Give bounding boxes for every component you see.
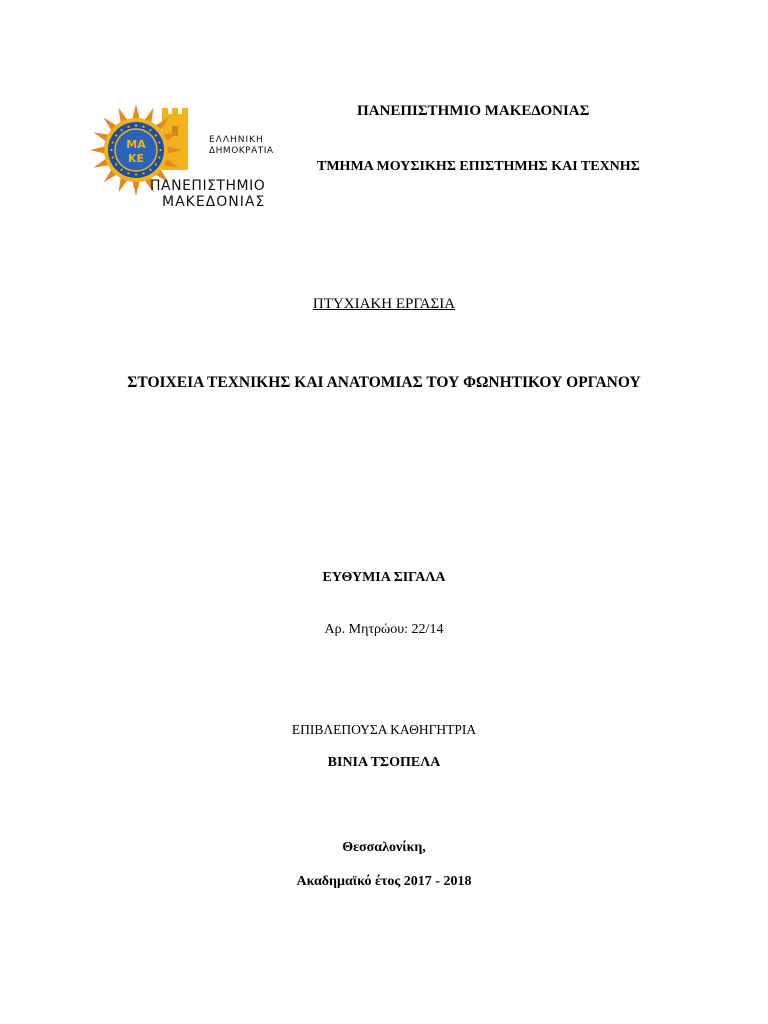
supervisor-label: ΕΠΙΒΛΕΠΟΥΣΑ ΚΑΘΗΓΗΤΡΙΑ [291,722,477,737]
thesis-title: ΣΤΟΙΧΕΙΑ ΤΕΧΝΙΚΗΣ ΚΑΙ ΑΝΑΤΟΜΙΑΣ ΤΟΥ ΦΩΝΗΤΙΚΟΥ ΟΡΓΑΝΟΥ [127,374,641,391]
header-university: ΠΑΝΕΠΙΣΤΗΜΙΟ ΜΑΚΕΔΟΝΙΑΣ [357,103,590,119]
seal-dot [155,163,157,165]
seal-dot [115,163,117,165]
seal-dot [115,134,117,136]
logo-university-name-line2: ΜΑΚΕΔΟΝΙΑΣ [162,194,266,210]
seal-dot [112,141,114,143]
academic-year: Ακαδημαϊκό έτος 2017 - 2018 [296,874,472,889]
seal-dot [142,172,144,174]
seal-dot [120,169,122,171]
logo-hellenic-republic-line2: ΔΗΜΟΚΡΑΤΙΑ [209,146,274,156]
university-logo [88,92,288,216]
header-department: ΤΜΗΜΑ ΜΟΥΣΙΚΗΣ ΕΠΙΣΤΗΜΗΣ ΚΑΙ ΤΕΧΝΗΣ [317,159,640,174]
registration-number: Αρ. Μητρώου: 22/14 [324,622,444,637]
seal-dot [135,124,137,126]
thesis-type: ΠΤΥΧΙΑΚΗ ΕΡΓΑΣΙΑ [312,296,456,312]
seal-dot [155,134,157,136]
seal-text-top: ΜΑ [126,138,146,151]
seal-dot [158,156,160,158]
seal-text-bottom: ΚΕ [127,152,145,165]
seal-dot [149,129,151,131]
seal-dot [149,169,151,171]
seal-dot [142,126,144,128]
seal-dot [159,149,161,151]
seal-dot [135,173,137,175]
sun-ray [132,181,139,196]
city: Θεσσαλονίκη, [342,840,426,855]
sun-ray [132,104,139,119]
author-name: ΕΥΘΥΜΙΑ ΣΙΓΑΛΑ [322,570,446,585]
seal-dot [127,126,129,128]
seal-dot [158,141,160,143]
seal-dot [112,156,114,158]
sun-ray [90,146,105,153]
logo-university-name-line1: ΠΑΝΕΠΙΣΤΗΜΙΟ [150,178,266,194]
logo-hellenic-republic-line1: ΕΛΛΗΝΙΚΗ [209,135,264,145]
seal-dot [127,172,129,174]
seal-dot [120,129,122,131]
seal-dot [110,149,112,151]
supervisor-name: ΒΙΝΙΑ ΤΣΟΠΕΛΑ [327,755,441,770]
